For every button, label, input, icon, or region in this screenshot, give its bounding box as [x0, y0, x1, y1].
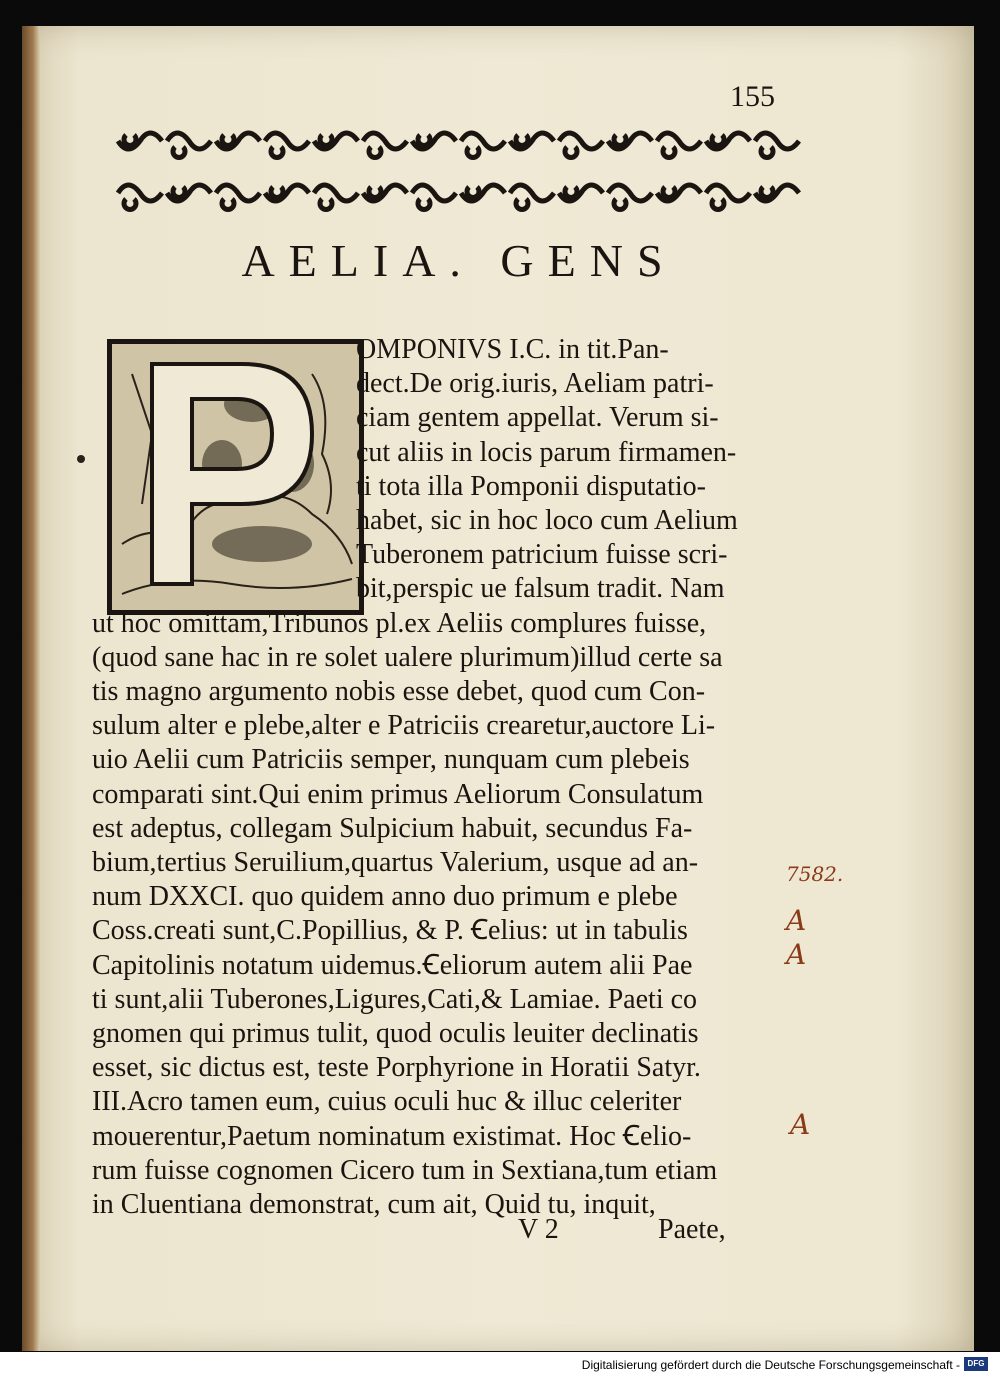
text-line: habet, sic in hoc loco cum Aelium: [356, 505, 738, 536]
ornament-scroll: [265, 185, 309, 201]
ornament-scroll: [412, 185, 456, 209]
decorative-headpiece-icon: [106, 111, 812, 227]
margin-annotation-number: 7582.: [786, 862, 844, 886]
ornament-scroll: [608, 133, 652, 149]
ornament-scroll: [657, 185, 701, 201]
text-line: uio Aelii cum Patriciis semper, nunquam cum plebeis: [92, 744, 690, 776]
text-line: mouerentur,Paetum nominatum existimat. Hoc Ꞓelio-: [92, 1120, 692, 1152]
text-line: tis magno argumento nobis esse debet, quod cum Con-: [92, 676, 706, 707]
ornament-scroll: [363, 133, 407, 157]
text-line: dect.De orig.iuris, Aeliam patri-: [356, 368, 714, 400]
ornament-scroll: [559, 133, 603, 157]
text-line: num DXXCI. quo quidem anno duo primum e plebe: [92, 881, 678, 913]
text-line: ti sunt,alii Tuberones,Ligures,Cati,& Lamiae. Paeti co: [92, 983, 698, 1015]
text-line: esset, sic dictus est, teste Porphyrione in Horatii Satyr.: [92, 1052, 701, 1084]
digitization-footer: [0, 1352, 1000, 1378]
ornament-scroll: [608, 185, 652, 209]
text-line: ti tota illa Pomponii disputatio-: [356, 470, 706, 502]
text-line: in Cluentiana demonstrat, cum ait, Quid tu, inquit,: [92, 1189, 656, 1220]
margin-annotation: A: [790, 1108, 811, 1141]
dfg-logo-icon: DFG: [964, 1357, 988, 1371]
catchword: Paete,: [658, 1214, 726, 1245]
ornament-scroll: [412, 133, 456, 149]
ornament-scroll: [167, 185, 211, 201]
book-spine: [22, 26, 40, 1351]
ornament-scroll: [314, 133, 358, 149]
ornament-scroll: [167, 133, 211, 157]
ornament-scroll: [216, 185, 260, 209]
ornament-scroll: [510, 185, 554, 209]
ornament-scroll: [657, 133, 701, 157]
text-line: Capitolinis notatum uidemus.Ꞓeliorum autem alii Pae: [92, 949, 693, 981]
page-title: AELIA. GENS: [241, 235, 677, 286]
ornament-scroll: [216, 133, 260, 149]
text-line: gnomen qui primus tulit, quod oculis leuiter declinatis: [92, 1018, 699, 1049]
ornament-scroll: [559, 185, 603, 201]
margin-annotation: A: [786, 904, 807, 937]
ornament-scroll: [461, 133, 505, 157]
text-line: Coss.creati sunt,C.Popillius, & P. Ꞓelius: ut in tabulis: [92, 915, 688, 947]
ornament-scroll: [314, 185, 358, 209]
ornament-scroll: [755, 185, 799, 201]
ornament-scroll: [118, 185, 162, 209]
page-number: 155: [730, 80, 775, 113]
text-line: sulum alter e plebe,alter e Patriciis crearetur,auctore Li-: [92, 710, 716, 742]
ornament-scroll: [706, 185, 750, 209]
ornament-scroll: [265, 133, 309, 157]
ornament-scroll: [363, 185, 407, 201]
text-line: ut hoc omittam,Tribunos pl.ex Aeliis complures fuisse,: [92, 607, 707, 639]
text-line: ciam gentem appellat. Verum si-: [356, 402, 719, 434]
ornament-scroll: [461, 185, 505, 201]
text-line: III.Acro tamen eum, cuius oculi huc & illuc celeriter: [92, 1086, 682, 1118]
margin-mark: [77, 455, 85, 463]
book-page: [22, 26, 974, 1351]
margin-annotation: A: [786, 938, 807, 971]
text-line: comparati sint.Qui enim primus Aeliorum Consulatum: [92, 778, 704, 810]
ornament-scroll: [510, 133, 554, 149]
signature-mark: V 2: [518, 1214, 559, 1245]
ornament-scroll: [118, 133, 162, 149]
text-line: OMPONIVS I.C. in tit.Pan-: [356, 334, 669, 365]
text-line: est adeptus, collegam Sulpicium habuit, secundus Fa-: [92, 812, 693, 844]
ornament-scroll: [755, 133, 799, 157]
ornament-scroll: [706, 133, 750, 149]
historiated-initial-p-icon: [107, 339, 364, 615]
text-line: rum fuisse cognomen Cicero tum in Sextiana,tum etiam: [92, 1154, 718, 1186]
text-line: bit,perspic ue falsum tradit. Nam: [356, 573, 725, 605]
text-line: bium,tertius Seruilium,quartus Valerium, usque ad an-: [92, 847, 699, 878]
digitization-note: Digitalisierung gefördert durch die Deutsche Forschungsgemeinschaft -: [581, 1358, 960, 1372]
text-line: Tuberonem patricium fuisse scri-: [356, 539, 728, 571]
text-line: (quod sane hac in re solet ualere plurimum)illud certe sa: [92, 641, 723, 673]
text-line: cut aliis in locis parum firmamen-: [356, 436, 737, 468]
